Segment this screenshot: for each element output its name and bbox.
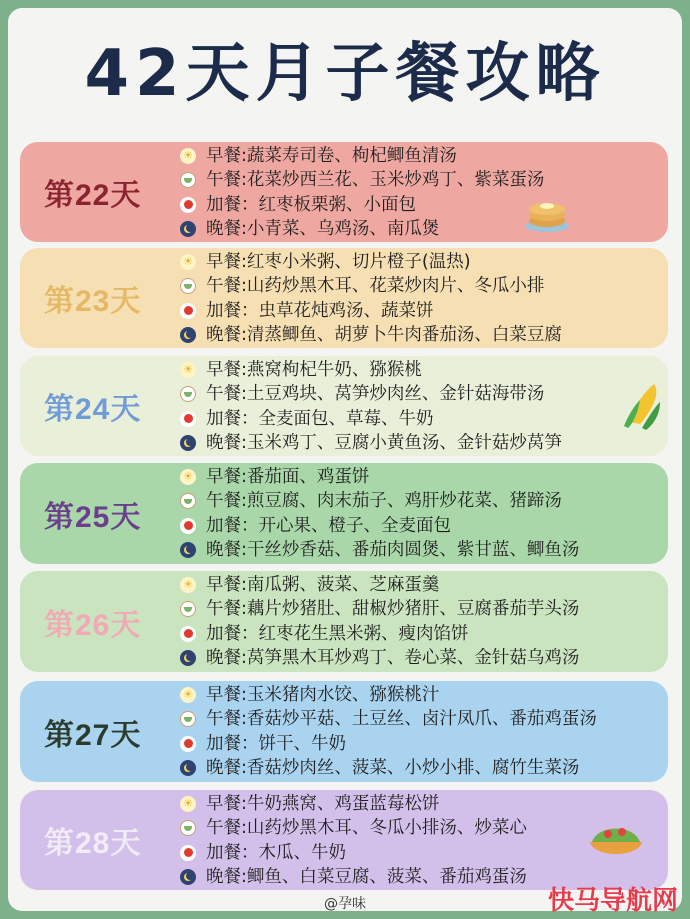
day-label: 第23天 [44, 285, 142, 318]
apple-icon [180, 626, 196, 642]
bowl-icon [180, 820, 196, 836]
meal-row [180, 274, 668, 298]
apple-icon [180, 518, 196, 534]
sun-icon: ☀ [180, 687, 196, 703]
pancake-icon [524, 194, 570, 234]
meal-text: 早餐:南瓜粥、菠菜、芝麻蛋羹 [206, 575, 440, 595]
apple-icon [180, 197, 196, 213]
day-label: 第27天 [44, 718, 142, 752]
meal-text: 晚餐:鲫鱼、白菜豆腐、菠菜、番茄鸡蛋汤 [206, 867, 527, 888]
apple-icon [180, 303, 196, 319]
meal-row [180, 597, 668, 621]
bowl-icon [180, 386, 196, 402]
day-block [20, 356, 668, 456]
meal-row [180, 707, 668, 731]
meal-row [180, 358, 668, 382]
meal-text: 加餐：开心果、橙子、全麦面包 [206, 515, 451, 536]
meal-row [180, 756, 668, 780]
moon-icon [180, 869, 196, 885]
moon-icon [180, 650, 196, 666]
sun-icon: ☀ [180, 577, 196, 593]
meal-text: 晚餐:清蒸鲫鱼、胡萝卜牛肉番茄汤、白菜豆腐 [206, 325, 562, 346]
meal-text: 早餐:牛奶燕窝、鸡蛋蓝莓松饼 [206, 794, 440, 814]
day-block [20, 790, 668, 890]
day-block [20, 248, 668, 348]
meal-list [180, 358, 668, 456]
sun-icon: ☀ [180, 796, 196, 812]
meal-row [180, 646, 668, 670]
bowl-icon [180, 711, 196, 727]
meal-row [180, 514, 668, 538]
sun-icon: ☀ [180, 362, 196, 378]
meal-row [180, 250, 668, 274]
meal-row [180, 193, 668, 217]
meal-list [180, 683, 668, 781]
meal-row [180, 732, 668, 756]
meal-text: 早餐:番茄面、鸡蛋饼 [206, 467, 370, 487]
corn-icon [620, 378, 666, 430]
bowl-icon [180, 278, 196, 294]
apple-icon [180, 736, 196, 752]
meal-row [180, 144, 668, 168]
meal-row [180, 323, 668, 347]
moon-icon [180, 760, 196, 776]
meal-text: 晚餐:小青菜、乌鸡汤、南瓜煲 [206, 219, 440, 240]
meal-row [180, 431, 668, 455]
meal-row [180, 538, 668, 562]
meal-list [180, 465, 668, 563]
apple-icon [180, 411, 196, 427]
day-block [20, 142, 668, 242]
day-label: 第24天 [44, 393, 142, 426]
meal-text: 午餐:山药炒黑木耳、冬瓜小排汤、炒菜心 [206, 818, 527, 839]
meal-list [180, 144, 668, 242]
meal-text: 晚餐:莴笋黑木耳炒鸡丁、卷心菜、金针菇乌鸡汤 [206, 648, 580, 669]
day-label: 第22天 [44, 179, 142, 212]
meal-text: 加餐：红枣板栗粥、小面包 [206, 194, 416, 215]
watermark-text: @孕味 [324, 896, 366, 912]
meal-row [180, 382, 668, 406]
day-block [20, 681, 668, 782]
meal-text: 午餐:藕片炒猪肚、甜椒炒猪肝、豆腐番茄芋头汤 [206, 599, 580, 620]
meal-text: 早餐:红枣小米粥、切片橙子(温热) [206, 252, 471, 272]
meal-text: 午餐:土豆鸡块、莴笋炒肉丝、金针菇海带汤 [206, 384, 545, 405]
day-label: 第25天 [44, 500, 142, 534]
meal-text: 午餐:香菇炒平菇、土豆丝、卤汁凤爪、番茄鸡蛋汤 [206, 709, 597, 730]
page-title: 42天月子餐攻略 [84, 37, 606, 111]
day-block [20, 571, 668, 672]
sun-icon: ☀ [180, 469, 196, 485]
sun-icon: ☀ [180, 254, 196, 270]
meal-row [180, 683, 668, 707]
day-block [20, 463, 668, 564]
meal-list [180, 573, 668, 671]
meal-text: 午餐:花菜炒西兰花、玉米炒鸡丁、紫菜蛋汤 [206, 170, 545, 191]
moon-icon [180, 542, 196, 558]
moon-icon [180, 435, 196, 451]
meal-row [180, 573, 668, 597]
meal-text: 晚餐:香菇炒肉丝、菠菜、小炒小排、腐竹生菜汤 [206, 758, 580, 779]
meal-row [180, 792, 668, 816]
meal-text: 午餐:煎豆腐、肉末茄子、鸡肝炒花菜、猪蹄汤 [206, 491, 562, 512]
meal-row [180, 299, 668, 323]
meal-list [180, 250, 668, 348]
meal-text: 加餐：红枣花生黑米粥、瘦肉馅饼 [206, 623, 469, 644]
meal-text: 早餐:玉米猪肉水饺、猕猴桃汁 [206, 685, 440, 705]
meal-row [180, 489, 668, 513]
meal-row [180, 465, 668, 489]
taco-icon [588, 816, 644, 862]
meal-row [180, 407, 668, 431]
meal-text: 加餐：全麦面包、草莓、牛奶 [206, 408, 434, 429]
meal-text: 加餐：木瓜、牛奶 [206, 842, 346, 863]
sun-icon: ☀ [180, 148, 196, 164]
meal-row [180, 217, 668, 241]
meal-text: 早餐:蔬菜寿司卷、枸杞鲫鱼清汤 [206, 146, 457, 166]
meal-row [180, 622, 668, 646]
meal-text: 晚餐:玉米鸡丁、豆腐小黄鱼汤、金针菇炒莴笋 [206, 433, 562, 454]
bowl-icon [180, 493, 196, 509]
bowl-icon [180, 601, 196, 617]
meal-text: 加餐：虫草花炖鸡汤、蔬菜饼 [206, 300, 434, 321]
apple-icon [180, 845, 196, 861]
moon-icon [180, 221, 196, 237]
meal-text: 午餐:山药炒黑木耳、花菜炒肉片、冬瓜小排 [206, 276, 545, 297]
meal-text: 早餐:燕窝枸杞牛奶、猕猴桃 [206, 360, 422, 380]
meal-text: 晚餐:干丝炒香菇、番茄肉圆煲、紫甘蓝、鲫鱼汤 [206, 540, 580, 561]
meal-row [180, 168, 668, 192]
meal-text: 加餐：饼干、牛奶 [206, 733, 346, 754]
moon-icon [180, 327, 196, 343]
brand-logo-text: 快马导航网 [547, 886, 678, 916]
day-label: 第28天 [44, 827, 142, 860]
day-label: 第26天 [44, 608, 142, 642]
bowl-icon [180, 172, 196, 188]
